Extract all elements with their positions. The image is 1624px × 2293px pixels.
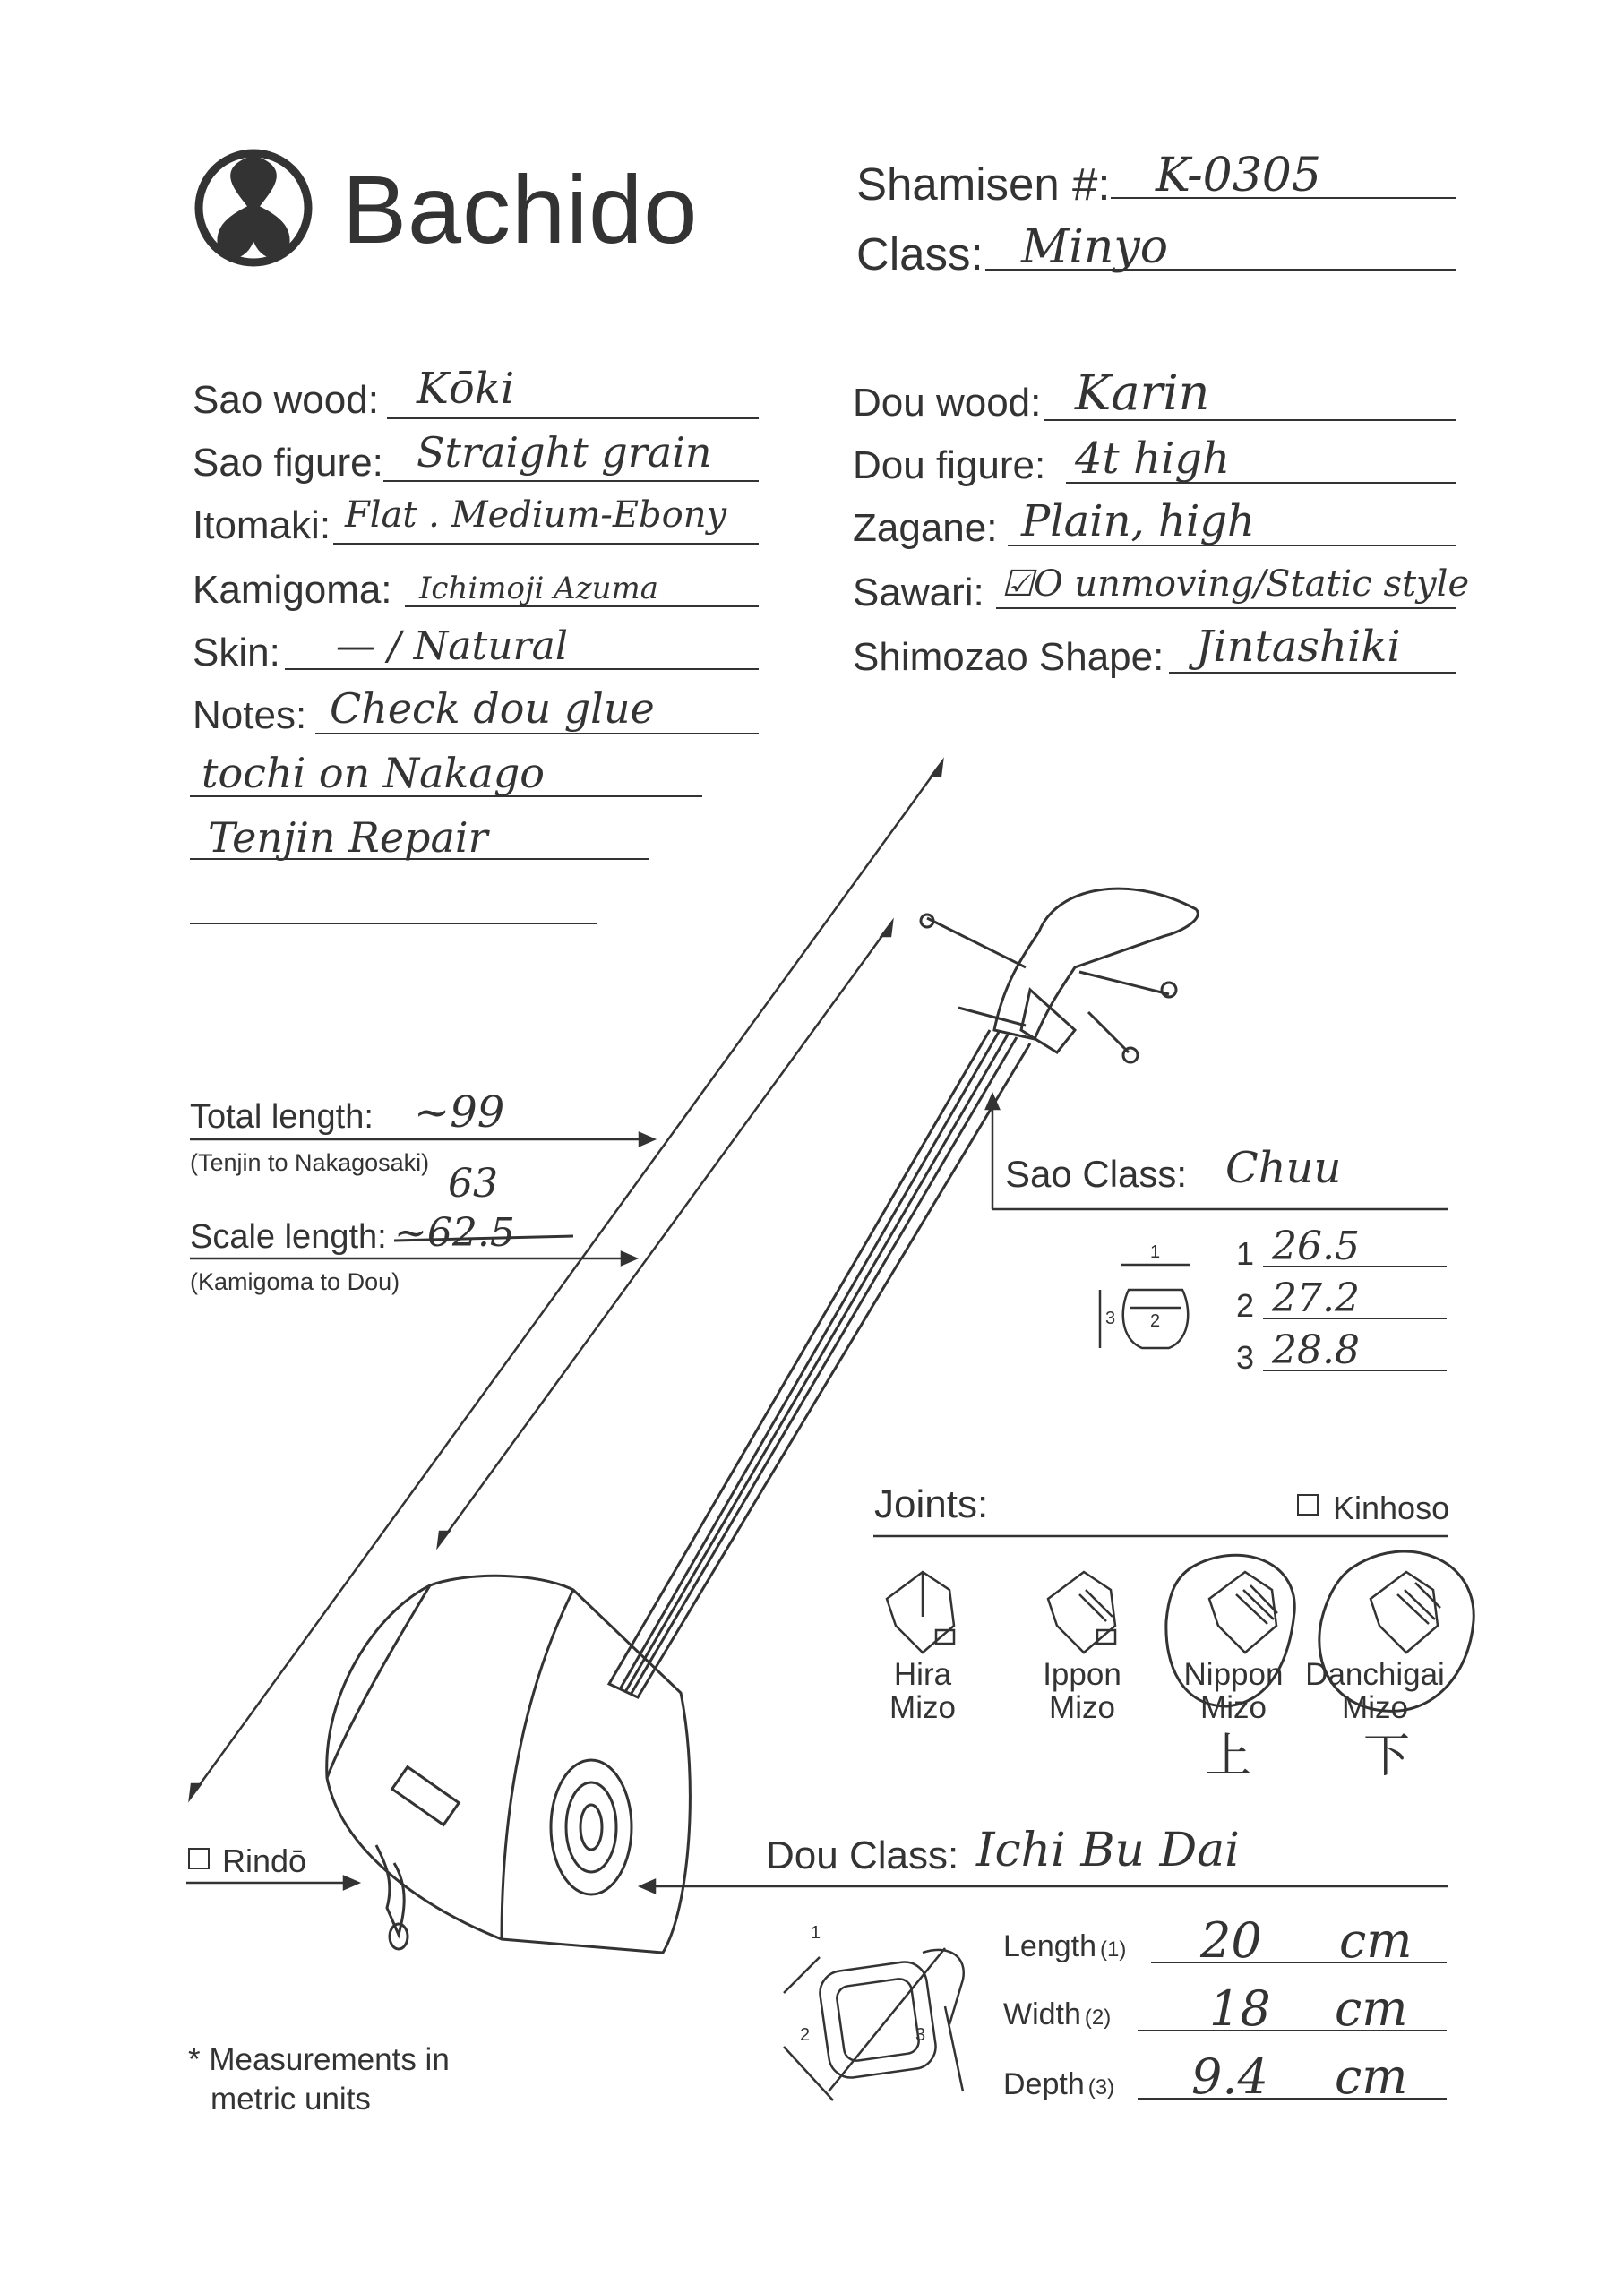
joint-hira-line2: Mizo bbox=[889, 1689, 956, 1725]
itomaki-label: Itomaki: bbox=[193, 503, 331, 547]
dou-cross-section-diagram bbox=[784, 1948, 964, 2100]
joint-danchigai-mark: 下 bbox=[1363, 1730, 1411, 1783]
notes-underline-4 bbox=[190, 923, 597, 924]
shimozao-label: Shimozao Shape: bbox=[853, 635, 1164, 679]
joint-nippon-mark: 上 bbox=[1205, 1730, 1252, 1783]
joint-diagrams bbox=[887, 1572, 1440, 1653]
total-length-sub: (Tenjin to Nakagosaki) bbox=[190, 1149, 430, 1176]
notes-line-3: Tenjin Repair bbox=[208, 813, 488, 862]
zagane-line bbox=[1008, 545, 1456, 546]
sao-figure-value: Straight grain bbox=[417, 428, 712, 477]
dou-width-label bbox=[1003, 1999, 1111, 2030]
footnote-line-2: metric units bbox=[211, 2082, 371, 2117]
sao-diagram-label-3: 3 bbox=[1105, 1309, 1116, 1328]
sao-class-value: Chuu bbox=[1225, 1143, 1342, 1193]
rindo-label: Rindō bbox=[222, 1842, 307, 1879]
notes-underline-1 bbox=[315, 733, 759, 734]
dou-depth-line bbox=[1138, 2098, 1447, 2100]
kinhoso-label: Kinhoso bbox=[1333, 1490, 1450, 1526]
shamisen-number-value: K-0305 bbox=[1156, 149, 1321, 202]
sao-row-num-1: 1 bbox=[1236, 1235, 1255, 1272]
dou-diagram-label-2: 2 bbox=[800, 2025, 811, 2045]
shamisen-number-line bbox=[1111, 197, 1456, 199]
kamigoma-line bbox=[405, 605, 759, 607]
class-line bbox=[985, 269, 1456, 271]
dou-length-unit: cm bbox=[1339, 1912, 1413, 1969]
scale-length-corrected: 63 bbox=[448, 1161, 498, 1207]
joint-hira-line1: Hira bbox=[893, 1657, 952, 1692]
dou-class-value: Ichi Bu Dai bbox=[976, 1824, 1240, 1877]
pointer-arrows bbox=[186, 1095, 1448, 1893]
sao-wood-label: Sao wood: bbox=[193, 378, 379, 422]
itomaki-line bbox=[333, 543, 759, 545]
dou-depth-text: Depth bbox=[1003, 2067, 1085, 2101]
shamisen-drawing bbox=[327, 889, 1199, 1953]
skin-label: Skin: bbox=[193, 631, 280, 674]
zagane-label: Zagane: bbox=[853, 506, 998, 550]
kamigoma-label: Kamigoma: bbox=[193, 568, 392, 612]
skin-value: — / Natural bbox=[336, 623, 568, 669]
dou-width-line bbox=[1138, 2030, 1447, 2031]
sao-row-line-3 bbox=[1263, 1370, 1447, 1371]
joint-ippon-line1: Ippon bbox=[1043, 1657, 1121, 1692]
dou-diagram-label-1: 1 bbox=[811, 1923, 821, 1943]
footnote-line-1: * Measurements in bbox=[188, 2042, 450, 2077]
kinhoso-checkbox[interactable] bbox=[1297, 1494, 1319, 1516]
dou-length-label bbox=[1003, 1931, 1126, 1962]
joints-label: Joints: bbox=[874, 1482, 989, 1526]
dou-length-line bbox=[1151, 1962, 1447, 1963]
notes-underline-3 bbox=[190, 858, 649, 860]
sawari-line bbox=[996, 607, 1456, 609]
dou-wood-value: Karin bbox=[1075, 365, 1210, 421]
itomaki-value: Flat . Medium-Ebony bbox=[345, 494, 727, 536]
scale-length-label: Scale length: bbox=[190, 1218, 387, 1256]
sao-row-value-1: 26.5 bbox=[1272, 1224, 1360, 1269]
sao-cross-section-diagram bbox=[1100, 1265, 1190, 1348]
shimozao-value: Jintashiki bbox=[1196, 622, 1401, 672]
kamigoma-value: Ichimoji Azuma bbox=[419, 571, 659, 606]
sao-row-value-3: 28.8 bbox=[1272, 1327, 1360, 1373]
sao-diagram-label-1: 1 bbox=[1150, 1242, 1161, 1262]
dou-length-num: (1) bbox=[1100, 1937, 1127, 1962]
dou-figure-value: 4t high bbox=[1075, 434, 1230, 484]
notes-line-1: Check dou glue bbox=[330, 684, 655, 733]
skin-line bbox=[285, 668, 759, 670]
rindo-checkbox[interactable] bbox=[188, 1848, 210, 1869]
dou-length-value: 20 bbox=[1200, 1912, 1262, 1969]
notes-underline-2 bbox=[190, 795, 702, 797]
sao-row-value-2: 27.2 bbox=[1272, 1275, 1360, 1321]
joint-hira-mizo[interactable] bbox=[833, 1659, 1012, 1725]
shamisen-number-label: Shamisen #: bbox=[856, 159, 1111, 210]
dou-width-text: Width bbox=[1003, 1997, 1081, 2031]
joint-danchigai-line1: Danchigai bbox=[1305, 1657, 1445, 1692]
dou-wood-line bbox=[1044, 419, 1456, 421]
class-value: Minyo bbox=[1021, 220, 1169, 274]
joint-ippon-line2: Mizo bbox=[1049, 1689, 1115, 1725]
dou-width-value: 18 bbox=[1209, 1980, 1271, 2037]
sao-wood-value: Kōki bbox=[417, 364, 515, 414]
sao-figure-line bbox=[383, 480, 759, 482]
dou-figure-label: Dou figure: bbox=[853, 443, 1046, 487]
class-label: Class: bbox=[856, 228, 984, 279]
sawari-value: ☑O unmoving/Static style bbox=[1001, 563, 1470, 605]
dou-depth-unit: cm bbox=[1335, 2048, 1408, 2105]
scale-length-sub: (Kamigoma to Dou) bbox=[190, 1268, 400, 1295]
joint-nippon-line2: Mizo bbox=[1200, 1689, 1267, 1725]
joint-nippon-line1: Nippon bbox=[1183, 1657, 1284, 1692]
dou-wood-label: Dou wood: bbox=[853, 381, 1042, 425]
brand-name: Bachido bbox=[342, 155, 699, 263]
dou-class-label: Dou Class: bbox=[766, 1834, 959, 1877]
scale-length-struck: ~62.5 bbox=[394, 1210, 515, 1256]
sao-row-num-2: 2 bbox=[1236, 1287, 1255, 1324]
dou-width-unit: cm bbox=[1335, 1980, 1408, 2037]
joint-danchigai-mizo[interactable] bbox=[1285, 1659, 1465, 1725]
sao-row-line-1 bbox=[1263, 1266, 1447, 1267]
sao-wood-line bbox=[387, 417, 759, 419]
sawari-label: Sawari: bbox=[853, 571, 984, 614]
sao-diagram-label-2: 2 bbox=[1150, 1311, 1161, 1331]
dou-depth-label bbox=[1003, 2069, 1114, 2100]
sao-row-line-2 bbox=[1263, 1318, 1447, 1319]
sao-figure-label: Sao figure: bbox=[193, 441, 383, 485]
dou-depth-num: (3) bbox=[1087, 2075, 1115, 2100]
sao-class-label: Sao Class: bbox=[1005, 1153, 1188, 1195]
notes-line-2: tochi on Nakago bbox=[202, 749, 545, 797]
mitsudomoe-logo-icon bbox=[199, 153, 308, 262]
shimozao-line bbox=[1169, 672, 1456, 674]
dou-width-num: (2) bbox=[1084, 2005, 1112, 2030]
total-length-label: Total length: bbox=[190, 1098, 374, 1136]
dou-length-text: Length bbox=[1003, 1929, 1096, 1963]
dou-depth-value: 9.4 bbox=[1191, 2048, 1268, 2105]
zagane-value: Plain, high bbox=[1021, 496, 1255, 546]
dou-diagram-label-3: 3 bbox=[915, 2025, 926, 2045]
sao-row-num-3: 3 bbox=[1236, 1339, 1255, 1376]
joint-danchigai-line2: Mizo bbox=[1342, 1689, 1408, 1725]
total-length-value: ~99 bbox=[414, 1087, 505, 1138]
notes-label: Notes: bbox=[193, 693, 307, 737]
dou-figure-line bbox=[1066, 482, 1456, 484]
